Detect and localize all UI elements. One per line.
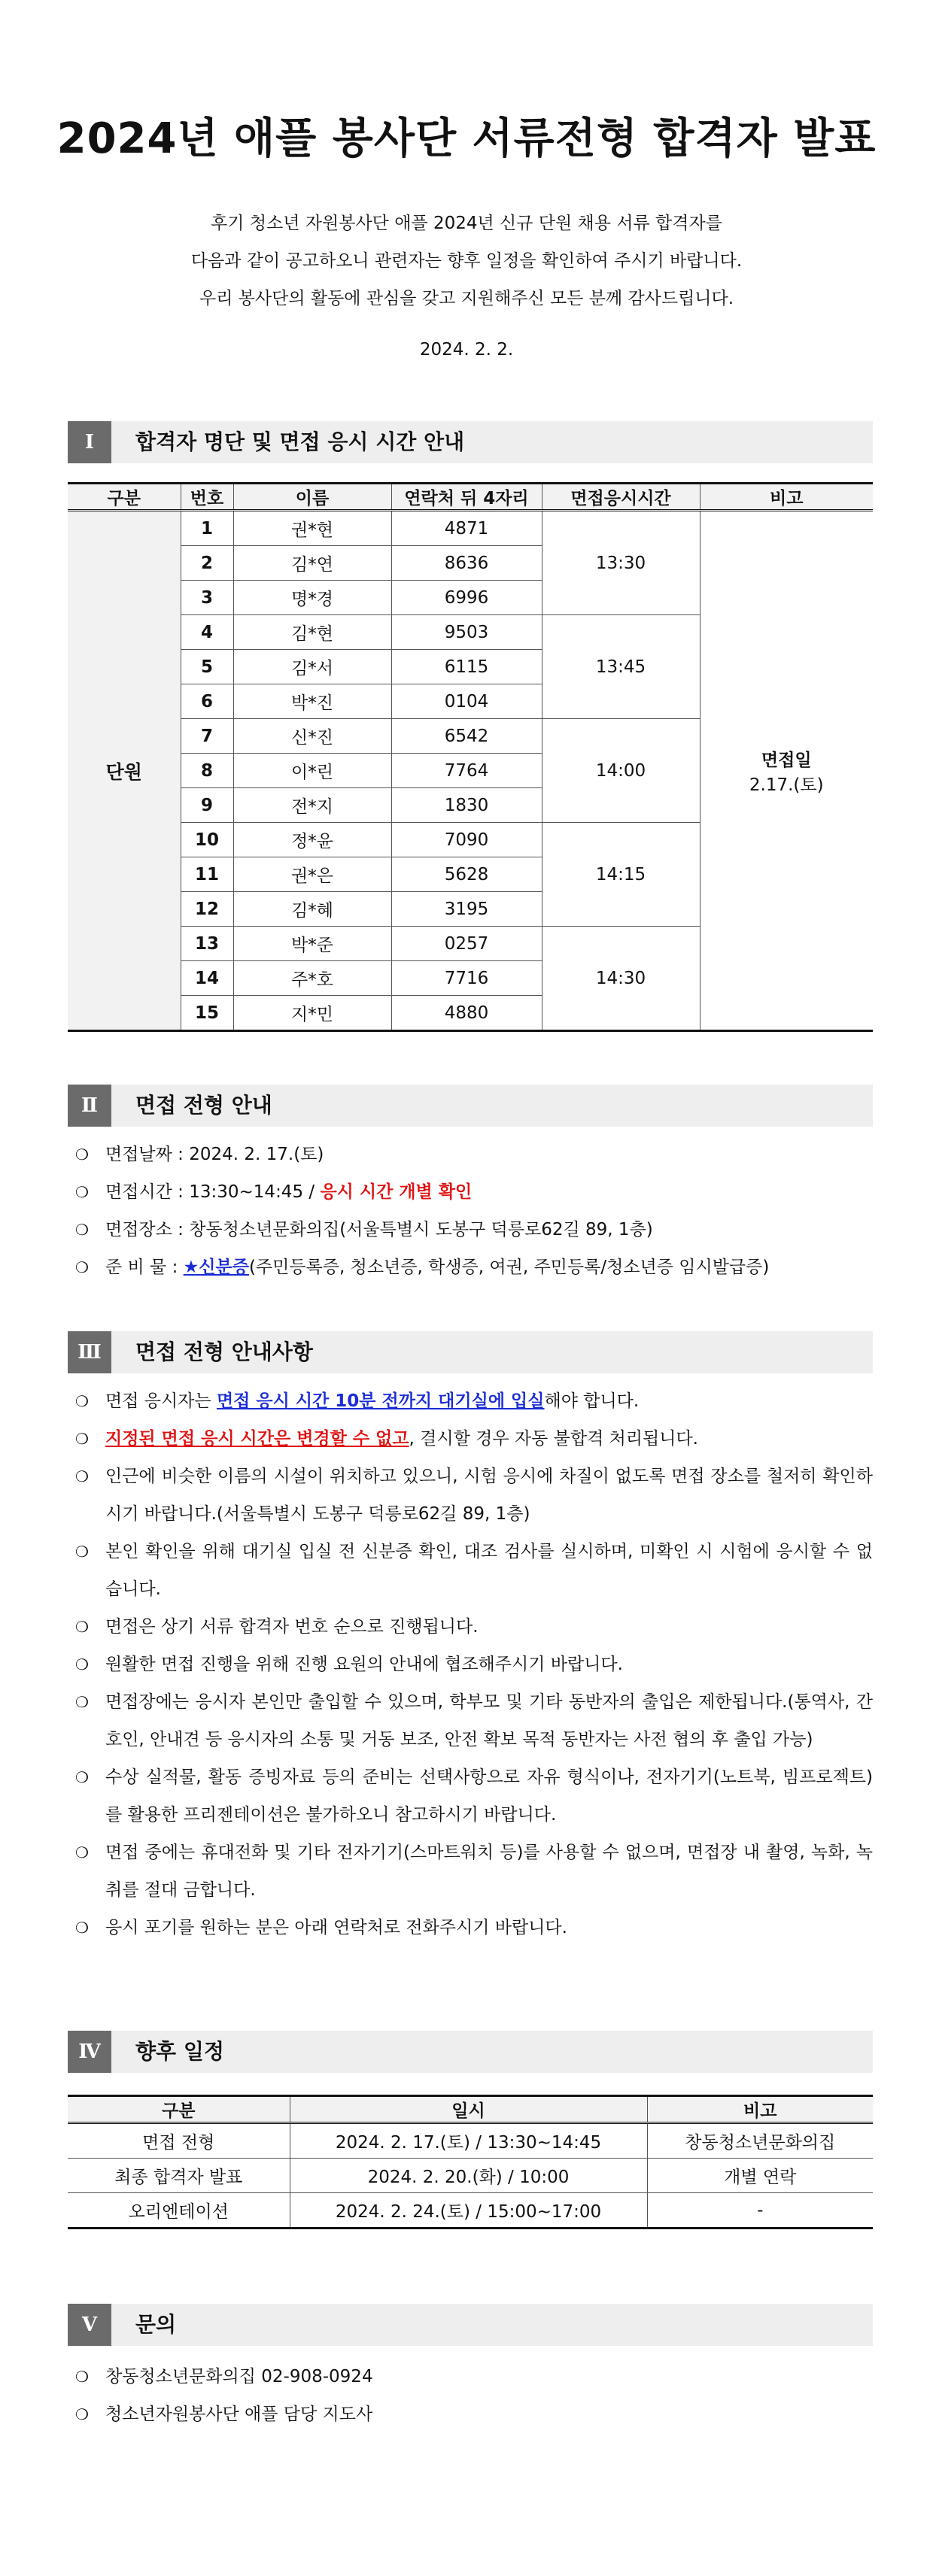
note-label: 면접일	[761, 750, 812, 770]
phone-digits: 4880	[391, 996, 542, 1031]
phone-digits: 8636	[391, 546, 542, 581]
phone-digits: 7716	[391, 961, 542, 996]
section-title: 합격자 명단 및 면접 응시 시간 안내	[135, 429, 465, 454]
row-number: 1	[181, 511, 233, 546]
circle-bullet-icon: ❍	[75, 1430, 89, 1448]
list-item	[75, 1758, 873, 1834]
guideline-text: 원활한 면접 진행을 위해 진행 요원의 안내에 협조해주시기 바랍니다.	[105, 1655, 623, 1674]
list-item	[75, 1173, 873, 1211]
prep-label: 준 비 물 :	[105, 1258, 184, 1277]
list-item	[75, 1382, 873, 1420]
applicant-name: 주*호	[233, 961, 391, 996]
section-4-header	[68, 2031, 873, 2073]
row-number: 10	[181, 823, 233, 857]
group-cell: 단원	[68, 511, 181, 1031]
phone-digits: 1830	[391, 788, 542, 823]
column-header: 비고	[700, 484, 873, 511]
list-item	[75, 1683, 873, 1758]
time-highlight: 응시 시간 개별 확인	[320, 1182, 473, 1202]
interview-date: 면접날짜 : 2024. 2. 17.(토)	[105, 1145, 324, 1164]
interview-time: 13:30	[542, 511, 700, 615]
section-3-header	[68, 1331, 873, 1373]
note-cell	[700, 511, 873, 1031]
schedule-datetime: 2024. 2. 20.(화) / 10:00	[290, 2159, 647, 2193]
row-number: 14	[181, 961, 233, 996]
schedule-item: 오리엔테이션	[68, 2193, 290, 2229]
contact-person: 청소년자원봉사단 애플 담당 지도사	[105, 2405, 373, 2424]
applicant-name: 신*진	[233, 719, 391, 754]
intro-text	[0, 205, 933, 317]
section-number: Ⅴ	[68, 2304, 111, 2346]
note-date: 2.17.(토)	[749, 775, 824, 795]
id-card-highlight: ★신분증	[183, 1258, 249, 1277]
schedule-note: 개별 연락	[647, 2159, 873, 2193]
row-number: 7	[181, 719, 233, 754]
guideline-text: 인근에 비슷한 이름의 시설이 위치하고 있으니, 시험 응시에 차질이 없도록 면접 장소를 철저히 확인하시기 바랍니다.(서울특별시 도봉구 덕릉로62길 89, 1층)	[105, 1467, 873, 1524]
guideline-text: 면접은 상기 서류 합격자 번호 순으로 진행됩니다.	[105, 1617, 479, 1637]
phone-digits: 3195	[391, 892, 542, 927]
table-row	[68, 511, 873, 546]
phone-digits: 5628	[391, 857, 542, 892]
schedule-table	[68, 2095, 873, 2229]
notice-date: 2024. 2. 2.	[419, 340, 514, 360]
row-number: 6	[181, 684, 233, 719]
circle-bullet-icon: ❍	[75, 2405, 89, 2423]
row-number: 3	[181, 581, 233, 615]
row-number: 8	[181, 754, 233, 788]
phone-digits: 9503	[391, 615, 542, 650]
section-title: 면접 전형 안내	[135, 1093, 272, 1118]
column-header: 비고	[647, 2096, 873, 2123]
circle-bullet-icon: ❍	[75, 1693, 89, 1711]
applicant-name: 지*민	[233, 996, 391, 1031]
column-header: 구분	[68, 484, 181, 511]
applicant-name: 권*현	[233, 511, 391, 546]
schedule-datetime: 2024. 2. 17.(토) / 13:30~14:45	[290, 2123, 647, 2159]
section-number: Ⅱ	[68, 1085, 111, 1127]
applicant-name: 박*진	[233, 684, 391, 719]
guideline-text: 면접 중에는 휴대전화 및 기타 전자기기(스마트워치 등)를 사용할 수 없으며, 면접장 내 촬영, 녹화, 녹취를 절대 금합니다.	[105, 1843, 873, 1900]
circle-bullet-icon: ❍	[75, 1221, 89, 1239]
row-number: 4	[181, 615, 233, 650]
table-header-row	[68, 2096, 873, 2123]
guideline-highlight: 면접 응시 시간 10분 전까지 대기실에 입실	[216, 1391, 545, 1411]
section-title: 향후 일정	[135, 2039, 224, 2064]
interview-info-list	[75, 1136, 873, 1286]
guideline-text: 수상 실적물, 활동 증빙자료 등의 준비는 선택사항으로 자유 형식이나, 전자기기(노트북, 빔프로젝트)를 활용한 프리젠테이션은 불가하오니 참고하시기 바랍니다.	[105, 1767, 873, 1825]
table-row	[68, 2159, 873, 2193]
applicant-name: 정*윤	[233, 823, 391, 857]
schedule-note: -	[647, 2193, 873, 2229]
interview-time: 14:15	[542, 823, 700, 927]
list-item	[75, 1834, 873, 1909]
section-title: 문의	[135, 2312, 177, 2337]
guideline-text: 면접 응시자는	[105, 1391, 217, 1411]
row-number: 12	[181, 892, 233, 927]
intro-line: 다음과 같이 공고하오니 관련자는 향후 일정을 확인하여 주시기 바랍니다.	[190, 251, 743, 271]
circle-bullet-icon: ❍	[75, 2368, 89, 2386]
list-item	[75, 1249, 873, 1286]
circle-bullet-icon: ❍	[75, 1392, 89, 1410]
section-5-header	[68, 2304, 873, 2346]
applicant-table	[68, 482, 873, 1032]
applicant-name: 이*린	[233, 754, 391, 788]
guideline-warning: 지정된 면접 응시 시간은 변경할 수 없고	[105, 1429, 409, 1449]
row-number: 11	[181, 857, 233, 892]
table-row	[68, 2193, 873, 2229]
applicant-name: 김*현	[233, 615, 391, 650]
phone-digits: 6996	[391, 581, 542, 615]
list-item	[75, 1420, 873, 1458]
phone-digits: 6542	[391, 719, 542, 754]
guideline-text: , 결시할 경우 자동 불합격 처리됩니다.	[409, 1429, 698, 1449]
schedule-item: 최종 합격자 발표	[68, 2159, 290, 2193]
list-item	[75, 2395, 873, 2433]
phone-digits: 4871	[391, 511, 542, 546]
applicant-name: 전*지	[233, 788, 391, 823]
interview-time: 14:00	[542, 719, 700, 823]
phone-digits: 6115	[391, 650, 542, 684]
circle-bullet-icon: ❍	[75, 1768, 89, 1786]
circle-bullet-icon: ❍	[75, 1467, 89, 1485]
list-item	[75, 1909, 873, 1946]
row-number: 5	[181, 650, 233, 684]
guideline-text: 해야 합니다.	[544, 1391, 640, 1411]
list-item	[75, 1608, 873, 1646]
intro-line: 후기 청소년 자원봉사단 애플 2024년 신규 단원 채용 서류 합격자를	[211, 214, 722, 233]
contact-list	[75, 2358, 873, 2433]
list-item	[75, 1136, 873, 1173]
list-item	[75, 1533, 873, 1608]
list-item	[75, 1458, 873, 1533]
intro-line: 우리 봉사단의 활동에 관심을 갖고 지원해주신 모든 분께 감사드립니다.	[199, 289, 734, 308]
section-2-header	[68, 1085, 873, 1127]
table-row	[68, 2123, 873, 2159]
column-header: 일시	[290, 2096, 647, 2123]
column-header: 면접응시시간	[542, 484, 700, 511]
guideline-text: 본인 확인을 위해 대기실 입실 전 신분증 확인, 대조 검사를 실시하며, 미확인 시 시험에 응시할 수 없습니다.	[105, 1542, 873, 1599]
section-number: Ⅳ	[68, 2031, 111, 2073]
section-1-header	[68, 421, 873, 463]
table-header-row	[68, 484, 873, 511]
row-number: 13	[181, 927, 233, 961]
circle-bullet-icon: ❍	[75, 1258, 89, 1276]
phone-digits: 0104	[391, 684, 542, 719]
circle-bullet-icon: ❍	[75, 1919, 89, 1937]
column-header: 연락처 뒤 4자리	[391, 484, 542, 511]
contact-phone: 창동청소년문화의집 02-908-0924	[105, 2367, 373, 2386]
list-item	[75, 1211, 873, 1249]
circle-bullet-icon: ❍	[75, 1655, 89, 1673]
guidelines-list	[75, 1382, 873, 1946]
interview-time: 14:30	[542, 927, 700, 1031]
page-title: 2024년 애플 봉사단 서류전형 합격자 발표	[56, 114, 877, 163]
circle-bullet-icon: ❍	[75, 1618, 89, 1636]
section-number: Ⅲ	[68, 1331, 111, 1373]
column-header: 번호	[181, 484, 233, 511]
circle-bullet-icon: ❍	[75, 1145, 89, 1164]
interview-time-text: 면접시간 : 13:30~14:45 /	[105, 1182, 321, 1202]
list-item	[75, 2358, 873, 2395]
prep-detail: (주민등록증, 청소년증, 학생증, 여권, 주민등록/청소년증 임시발급증)	[248, 1258, 770, 1277]
applicant-name: 김*연	[233, 546, 391, 581]
applicant-name: 김*혜	[233, 892, 391, 927]
phone-digits: 0257	[391, 927, 542, 961]
list-item	[75, 1646, 873, 1683]
phone-digits: 7090	[391, 823, 542, 857]
row-number: 2	[181, 546, 233, 581]
applicant-name: 권*은	[233, 857, 391, 892]
guideline-text: 응시 포기를 원하는 분은 아래 연락처로 전화주시기 바랍니다.	[105, 1918, 567, 1937]
row-number: 15	[181, 996, 233, 1031]
row-number: 9	[181, 788, 233, 823]
phone-digits: 7764	[391, 754, 542, 788]
column-header: 구분	[68, 2096, 290, 2123]
interview-time: 13:45	[542, 615, 700, 719]
schedule-note: 창동청소년문화의집	[647, 2123, 873, 2159]
section-number: Ⅰ	[68, 421, 111, 463]
applicant-name: 박*준	[233, 927, 391, 961]
interview-place: 면접장소 : 창동청소년문화의집(서울특별시 도봉구 덕릉로62길 89, 1층)	[105, 1220, 653, 1239]
applicant-name: 명*경	[233, 581, 391, 615]
applicant-name: 김*서	[233, 650, 391, 684]
guideline-text: 면접장에는 응시자 본인만 출입할 수 있으며, 학부모 및 기타 동반자의 출입은 제한됩니다.(통역사, 간호인, 안내견 등 응시자의 소통 및 거동 보조, 안전 확보 목적 동반자는 사전 협의 후 출입 가능)	[105, 1692, 873, 1749]
circle-bullet-icon: ❍	[75, 1543, 89, 1561]
column-header: 이름	[233, 484, 391, 511]
section-title: 면접 전형 안내사항	[135, 1340, 313, 1364]
circle-bullet-icon: ❍	[75, 1843, 89, 1861]
schedule-item: 면접 전형	[68, 2123, 290, 2159]
circle-bullet-icon: ❍	[75, 1183, 89, 1201]
schedule-datetime: 2024. 2. 24.(토) / 15:00~17:00	[290, 2193, 647, 2229]
